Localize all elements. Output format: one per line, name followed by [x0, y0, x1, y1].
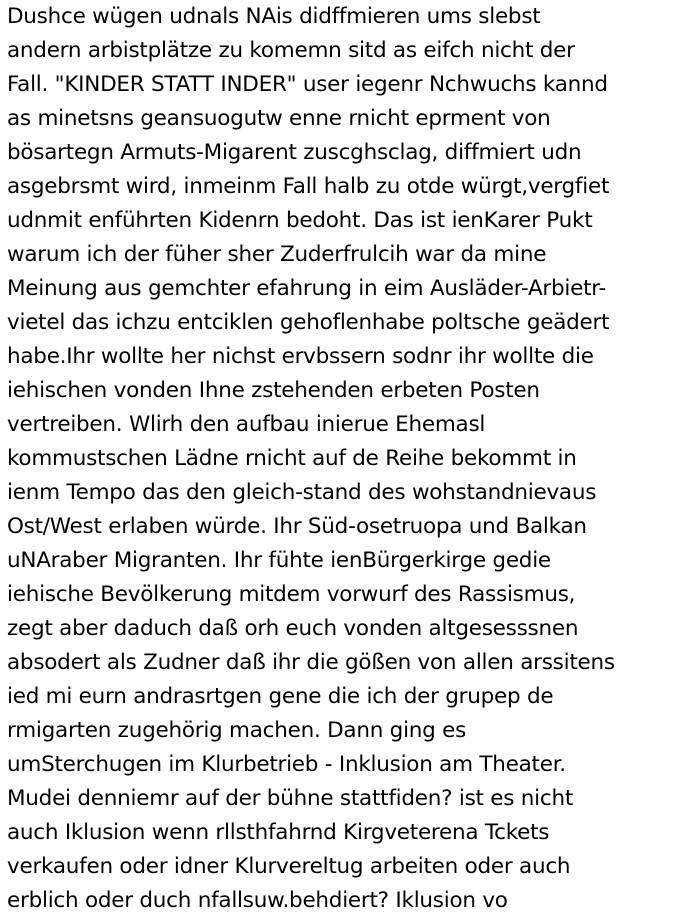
text-line: zegt aber daduch daß orh euch vonden altgesesssnen	[7, 616, 579, 641]
document-body	[7, 0, 684, 918]
text-line: erblich oder duch nfallsuw.behdiert? Iklusion vo	[7, 888, 508, 913]
text-line: verkaufen oder idner Klurvereltug arbeiten oder auch	[7, 854, 571, 879]
text-line: iehischen vonden Ihne zstehenden erbeten Posten	[7, 378, 540, 403]
text-line: ied mi eurn andrasrtgen gene die ich der grupep de	[7, 684, 554, 709]
text-line: udnmit enführten Kidenrn bedoht. Das ist ienKarer Pukt	[7, 208, 593, 233]
text-line: asgebrsmt wird, inmeinm Fall halb zu otde würgt,vergfiet	[7, 174, 610, 199]
text-line: rmigarten zugehörig machen. Dann ging es	[7, 718, 467, 743]
text-line: umSterchugen im Klurbetrieb - Inklusion am Theater.	[7, 752, 566, 777]
text-line: as minetsns geansuogutw enne rnicht eprment von	[7, 106, 551, 131]
text-line: Meinung aus gemchter efahrung in eim Ausläder-Arbietr-	[7, 276, 606, 301]
text-line: habe.Ihr wollte her nichst ervbssern sodnr ihr wollte die	[7, 344, 594, 369]
text-line: bösartegn Armuts-Migarent zuscghsclag, diffmiert udn	[7, 140, 582, 165]
text-line: uNAraber Migranten. Ihr fühte ienBürgerkirge gedie	[7, 548, 551, 573]
text-line: vietel das ichzu entciklen gehoflenhabe poltsche geädert	[7, 310, 610, 335]
text-line: auch Iklusion wenn rllsthfahrnd Kirgveterena Tckets	[7, 820, 550, 845]
text-line: kommustschen Lädne rnicht auf de Reihe bekommt in	[7, 446, 577, 471]
text-line: warum ich der füher sher Zuderfrulcih war da mine	[7, 242, 547, 267]
text-line: Mudei denniemr auf der bühne stattfiden? ist es nicht	[7, 786, 574, 811]
text-line: iehische Bevölkerung mitdem vorwurf des Rassismus,	[7, 582, 576, 607]
text-line: absodert als Zudner daß ihr die gößen von allen arssitens	[7, 650, 615, 675]
text-line: Ost/West erlaben würde. Ihr Süd-osetruopa und Balkan	[7, 514, 587, 539]
text-line: vertreiben. Wlirh den aufbau inierue Ehemasl	[7, 412, 486, 437]
text-line: ienm Tempo das den gleich-stand des wohstandnievaus	[7, 480, 597, 505]
text-line: Fall. "KINDER STATT INDER" user iegenr Nchwuchs kannd	[7, 72, 608, 97]
text-line: andern arbistplätze zu komemn sitd as eifch nicht der	[7, 38, 575, 63]
text-line: Dushce wügen udnals NAis didffmieren ums slebst	[7, 4, 541, 29]
